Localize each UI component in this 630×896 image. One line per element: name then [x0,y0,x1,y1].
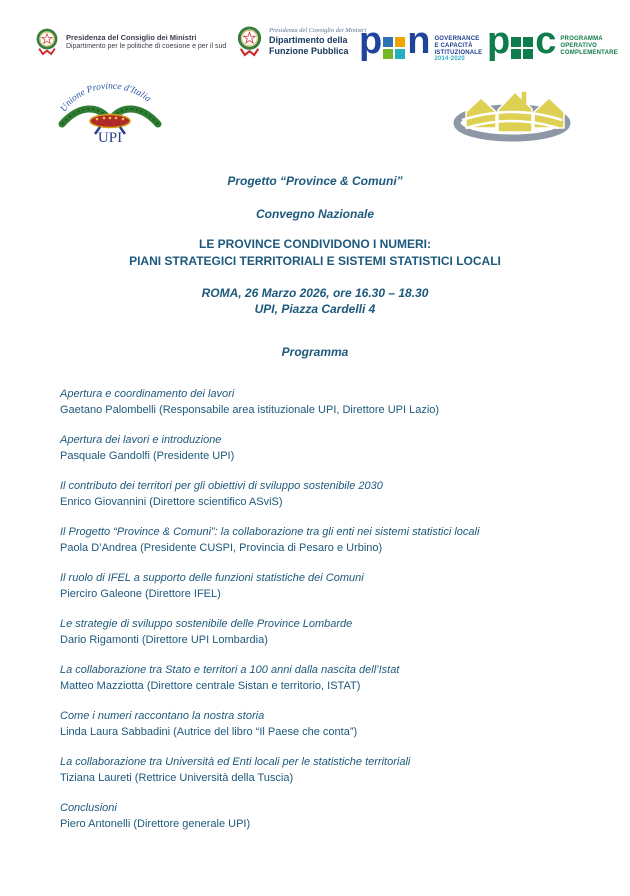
svg-text:Unione Province d'Italia: Unione Province d'Italia [58,81,153,114]
program-item-title: Apertura dei lavori e introduzione [60,434,222,446]
program-item-title: Le strategie di sviluppo sostenibile delle Province Lombarde [60,618,353,630]
date-line: ROMA, 26 Marzo 2026, ore 16.30 – 18.30 [201,286,429,300]
headline-line1: LE PROVINCE CONDIVIDONO I NUMERI: [198,237,431,251]
program-item [60,755,575,786]
poc-letter-c: c [535,20,556,62]
pon-letter-n: n [407,20,430,62]
program-item-speaker: Paola D’Andrea (Presidente CUSPI, Provincia di Pesaro e Urbino) [60,541,383,554]
program-item-speaker: Gaetano Palombelli (Responsabile area istituzionale UPI, Direttore UPI Lazio) [60,403,440,416]
program-item-title: Conclusioni [60,802,117,814]
pon-squares-icon [383,37,405,59]
venue-line: UPI, Piazza Cardelli 4 [254,302,376,316]
program-item [60,709,575,740]
gov2-script-line: Presidenza del Consiglio dei Ministri [269,27,367,34]
program-item [60,617,575,648]
program-item [60,479,575,510]
pon-caption [434,36,482,63]
program-item-speaker: Matteo Mazziotta (Direttore centrale Sistan e territorio, ISTAT) [60,679,361,692]
poc-caption-line: COMPLEMENTARE [560,49,618,56]
province-comuni-dome-logo [452,76,572,142]
section-title: Programma [281,345,349,359]
program-list [0,387,630,832]
pon-caption-line: ISTITUZIONALE [434,49,483,56]
program-item [60,571,575,602]
program-item-speaker: Pasquale Gandolfi (Presidente UPI) [60,449,235,462]
program-item-title: Il Progetto “Province & Comuni”: la collaborazione tra gli enti nei sistemi statistici locali [60,526,480,538]
pon-caption-line: E CAPACITÀ [434,42,473,49]
program-item-title: La collaborazione tra Stato e territori a 100 anni dalla nascita dell’Istat [60,664,400,676]
program-item [60,663,575,694]
gov2-line1: Dipartimento della [269,35,348,45]
event-type: Convegno Nazionale [255,207,374,221]
program-item-title: Come i numeri raccontano la nostra storia [60,710,265,722]
program-item [60,387,575,418]
program-item-title: Apertura e coordinamento dei lavori [60,388,235,400]
italy-emblem-icon [35,26,59,58]
poc-squares-icon [511,37,533,59]
program-item-speaker: Linda Laura Sabbadini (Autrice del libro “Il Paese che conta”) [60,725,358,738]
poc-caption-line: OPERATIVO [560,42,598,49]
poc-caption [560,36,618,56]
logo-poc-complementare [487,20,618,62]
project-title: Progetto “Province & Comuni” [227,174,403,188]
document-body [0,174,630,847]
poc-caption-line: PROGRAMMA [560,36,603,42]
program-item-speaker: Dario Rigamonti (Direttore UPI Lombardia) [60,633,268,646]
program-item-speaker: Tiziana Laureti (Rettrice Università della Tuscia) [60,771,294,784]
logo-presidenza-coesione [35,26,226,58]
program-item-speaker: Piero Antonelli (Direttore generale UPI) [60,817,251,830]
program-item-title: Il ruolo di IFEL a supporto delle funzioni statistiche dei Comuni [60,572,364,584]
gov2-line2: Funzione Pubblica [269,45,349,56]
program-item [60,801,575,832]
logo-funzione-pubblica [236,24,366,59]
program-item [60,525,575,556]
program-item-speaker: Enrico Giovannini (Direttore scientifico ASviS) [60,495,283,508]
program-item-title: La collaborazione tra Università ed Enti locali per le statistiche territoriali [60,756,411,768]
pon-caption-line: GOVERNANCE [434,36,480,42]
program-item [60,433,575,464]
gov1-subtitle: Dipartimento per le politiche di coesione e per il sud [66,43,227,51]
poc-letter-p: p [487,20,510,62]
headline-line2: PIANI STRATEGICI TERRITORIALI E SISTEMI STATISTICI LOCALI [129,254,501,268]
italy-emblem-icon [236,24,263,59]
svg-text:UPI: UPI [97,130,123,144]
pon-letter-p: p [359,20,382,62]
program-item-title: Il contributo dei territori per gli obiettivi di sviluppo sostenibile 2030 [60,480,383,492]
logo-pon-governance [359,20,483,63]
gov1-title: Presidenza del Consiglio dei Ministri [66,32,197,42]
program-item-speaker: Pierciro Galeone (Direttore IFEL) [60,587,221,600]
pon-years: 2014-2020 [434,56,465,63]
upi-crest-logo [50,64,170,144]
